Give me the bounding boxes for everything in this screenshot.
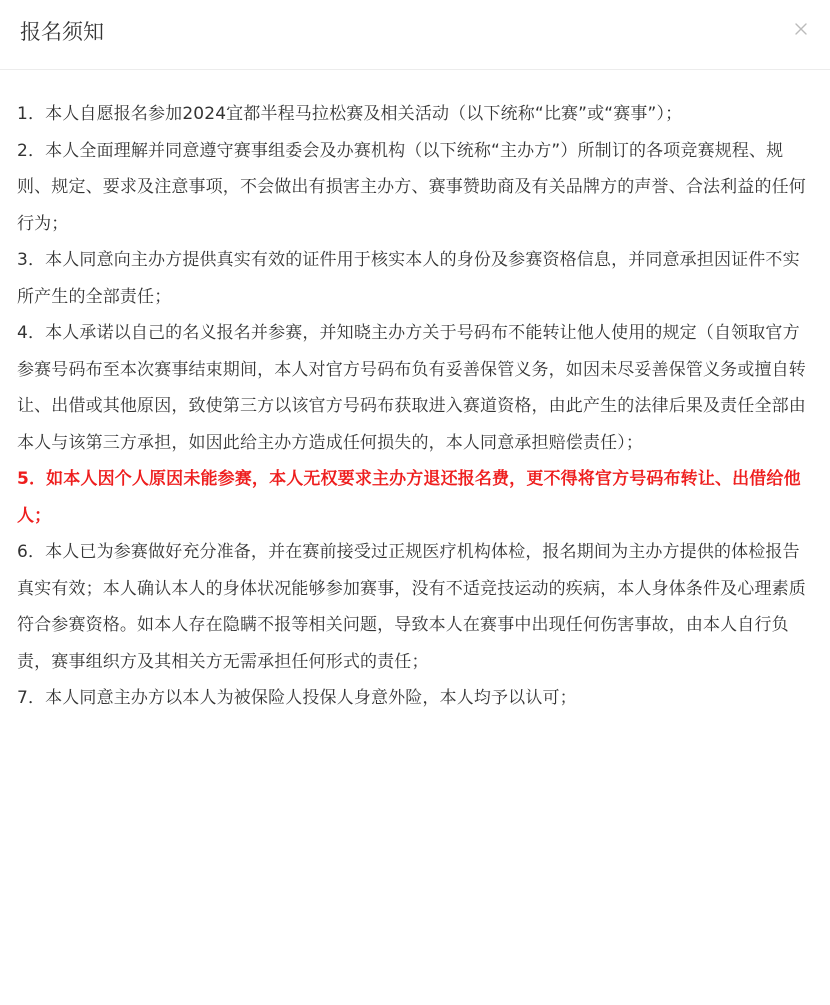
clause-6: 6．本人已为参赛做好充分准备，并在赛前接受过正规医疗机构体检，报名期间为主办方提供的体检报告真实有效；本人确认本人的身体状况能够参加赛事，没有不适竞技运动的疾病，本人身体条件及心理素质符合参赛资格。如本人存在隐瞒不报等相关问题，导致本人在赛事中出现任何伤害事故，由本人自行负责，赛事组织方及其相关方无需承担任何形式的责任； — [17, 542, 806, 672]
clause-1: 1．本人自愿报名参加2024宜都半程马拉松赛及相关活动（以下统称“比赛”或“赛事”）； — [17, 104, 683, 124]
close-button[interactable] — [788, 16, 814, 42]
modal-title: 报名须知 — [20, 20, 104, 44]
modal-body — [17, 96, 813, 717]
clause-7: 7．本人同意主办方以本人为被保险人投保人身意外险，本人均予以认可； — [17, 688, 577, 708]
clause-2: 2．本人全面理解并同意遵守赛事组委会及办赛机构（以下统称“主办方”）所制订的各项竞赛规程、规则、规定、要求及注意事项，不会做出有损害主办方、赛事赞助商及有关品牌方的声誉、合法利益的任何行为； — [17, 140, 806, 234]
close-icon — [788, 16, 814, 42]
modal-header — [0, 0, 830, 70]
clause-3: 3．本人同意向主办方提供真实有效的证件用于核实本人的身份及参赛资格信息，并同意承担因证件不实所产生的全部责任； — [17, 250, 800, 307]
clause-4: 4．本人承诺以自己的名义报名并参赛，并知晓主办方关于号码布不能转让他人使用的规定（自领取官方参赛号码布至本次赛事结束期间，本人对官方号码布负有妥善保管义务，如因未尽妥善保管义务或擅自转让、出借或其他原因，致使第三方以该官方号码布获取进入赛道资格，由此产生的法律后果及责任全部由本人与该第三方承担，如因此给主办方造成任何损失的，本人同意承担赔偿责任）； — [17, 323, 806, 453]
clause-5-highlighted: 5．如本人因个人原因未能参赛，本人无权要求主办方退还报名费，更不得将官方号码布转让、出借给他人； — [17, 469, 801, 526]
